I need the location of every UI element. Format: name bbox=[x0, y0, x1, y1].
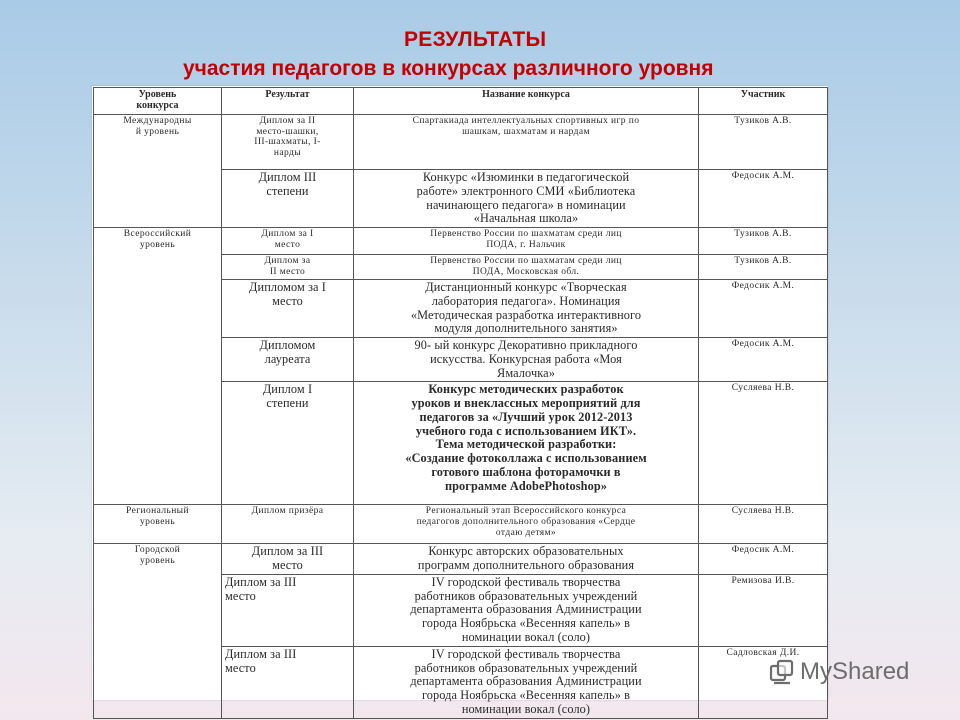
result-cell: Диплом призёра bbox=[222, 505, 354, 544]
table-header-row bbox=[94, 88, 828, 115]
result-cell: Диплом за III место bbox=[222, 646, 354, 718]
participant-cell: Ремизова И.В. bbox=[699, 574, 828, 646]
level-cell-all-russian: Всероссийский уровень bbox=[94, 228, 222, 505]
slide-title: РЕЗУЛЬТАТЫ bbox=[404, 28, 547, 51]
result-cell: Диплом за III место bbox=[222, 574, 354, 646]
header-name: Название конкурса bbox=[354, 88, 699, 115]
competition-cell: Первенство России по шахматам среди лиц ПОДА, г. Нальчик bbox=[354, 228, 699, 255]
level-cell-international: Международны й уровень bbox=[94, 115, 222, 228]
table-row bbox=[94, 544, 828, 575]
competition-cell: Региональный этап Всероссийского конкурса педагогов дополнительного образования «Сердце отдаю детям» bbox=[354, 505, 699, 544]
competition-cell: 90- ый конкурс Декоративно прикладного искусства. Конкурсная работа «Моя Ямалочка» bbox=[354, 338, 699, 382]
competition-cell: IV городской фестиваль творчества работников образовательных учреждений департамента образования Администрации города Ноябрьска «Весенняя капель» в номинации вокал (соло) bbox=[354, 646, 699, 718]
table-row bbox=[94, 228, 828, 255]
level-cell-city: Городской уровень bbox=[94, 544, 222, 718]
participant-cell: Садловская Д.И. bbox=[699, 646, 828, 718]
participant-cell: Сусляева Н.В. bbox=[699, 382, 828, 505]
participant-cell: Тузиков А.В. bbox=[699, 255, 828, 280]
competition-cell: Конкурс методических разработок уроков и внеклассных мероприятий для педагогов за «Лучший урок 2012-2013 учебного года с использованием ИКТ». Тема методической разработки: «Создание фотоколлажа с использованием готового шаблона фоторамочки в программе AdobePhotoshop» bbox=[354, 382, 699, 505]
scanned-document bbox=[92, 86, 828, 716]
competition-cell: Конкурс авторских образовательных программ дополнительного образования bbox=[354, 544, 699, 575]
participant-cell: Тузиков А.В. bbox=[699, 115, 828, 170]
participant-cell: Федосик А.М. bbox=[699, 338, 828, 382]
participant-cell: Тузиков А.В. bbox=[699, 228, 828, 255]
result-cell: Диплом за III место bbox=[222, 544, 354, 575]
participant-cell: Федосик А.М. bbox=[699, 170, 828, 228]
level-cell-regional: Региональный уровень bbox=[94, 505, 222, 544]
result-cell: Дипломом за I место bbox=[222, 280, 354, 338]
result-cell: Дипломом лауреата bbox=[222, 338, 354, 382]
result-cell: Диплом за I место bbox=[222, 228, 354, 255]
header-participant: Участник bbox=[699, 88, 828, 115]
competition-cell: IV городской фестиваль творчества работников образовательных учреждений департамента образования Администрации города Ноябрьска «Весенняя капель» в номинации вокал (соло) bbox=[354, 574, 699, 646]
slide-subtitle: участия педагогов в конкурсах различного уровня bbox=[183, 57, 714, 80]
results-table bbox=[93, 87, 828, 719]
participant-cell: Федосик А.М. bbox=[699, 544, 828, 575]
result-cell: Диплом за II место bbox=[222, 255, 354, 280]
header-level: Уровень конкурса bbox=[94, 88, 222, 115]
participant-cell: Сусляева Н.В. bbox=[699, 505, 828, 544]
competition-cell: Первенство России по шахматам среди лиц ПОДА, Московская обл. bbox=[354, 255, 699, 280]
watermark-text: MyShared bbox=[800, 658, 910, 685]
table-row bbox=[94, 115, 828, 170]
competition-cell: Дистанционный конкурс «Творческая лаборатория педагога». Номинация «Методическая разработка интерактивного модуля дополнительного занятия» bbox=[354, 280, 699, 338]
competition-cell: Спартакиада интеллектуальных спортивных игр по шашкам, шахматам и нардам bbox=[354, 115, 699, 170]
result-cell: Диплом I степени bbox=[222, 382, 354, 505]
result-cell: Диплом III степени bbox=[222, 170, 354, 228]
myshared-watermark bbox=[768, 658, 909, 686]
competition-cell: Конкурс «Изюминки в педагогической работе» электронного СМИ «Библиотека начинающего педагога» в номинации «Начальная школа» bbox=[354, 170, 699, 228]
result-cell: Диплом за II место-шашки, III-шахматы, I- нарды bbox=[222, 115, 354, 170]
header-result: Результат bbox=[222, 88, 354, 115]
table-row bbox=[94, 505, 828, 544]
participant-cell: Федосик А.М. bbox=[699, 280, 828, 338]
myshared-logo-icon bbox=[768, 658, 796, 686]
